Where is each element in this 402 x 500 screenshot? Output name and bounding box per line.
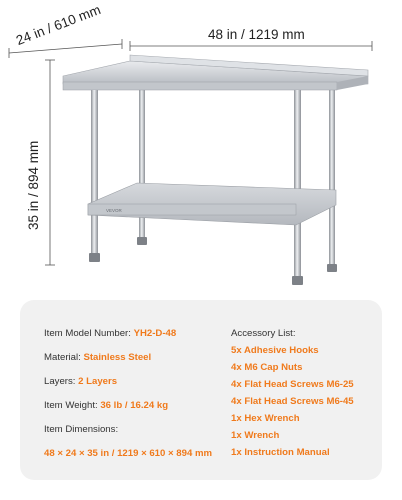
accessory-item: 4x Flat Head Screws M6-25 (231, 379, 354, 390)
accessory-item: 1x Instruction Manual (231, 447, 330, 458)
table-front-edge (63, 82, 337, 90)
accessory-item: 1x Wrench (231, 430, 280, 441)
accessory-item: 1x Hex Wrench (231, 413, 300, 424)
brand-label: VEVOR (106, 208, 122, 213)
spec-panel (20, 300, 382, 480)
accessory-item: 5x Adhesive Hooks (231, 345, 319, 356)
spec-dimensions-label: Item Dimensions: (44, 424, 119, 435)
front-left-leg (91, 90, 98, 253)
foot (292, 276, 303, 285)
foot (327, 264, 337, 272)
accessory-item: 4x Flat Head Screws M6-45 (231, 396, 354, 407)
spec-dimensions-value: 48 × 24 × 35 in / 1219 × 610 × 894 mm (44, 448, 213, 459)
foot (89, 253, 100, 262)
spec-weight: Item Weight: 36 lb / 16.24 kg (44, 400, 169, 411)
accessory-item: 4x M6 Cap Nuts (231, 362, 303, 373)
accessory-list-title: Accessory List: (231, 328, 296, 339)
width-dimension-label: 48 in / 1219 mm (208, 27, 305, 42)
spec-model: Item Model Number: YH2-D-48 (44, 328, 177, 339)
foot (137, 237, 147, 245)
spec-material: Material: Stainless Steel (44, 352, 152, 363)
height-dimension-label: 35 in / 894 mm (26, 140, 41, 230)
depth-dimension-label: 24 in / 610 mm (14, 1, 103, 49)
front-right-leg (294, 90, 301, 276)
back-right-leg (329, 88, 335, 264)
spec-layers: Layers: 2 Layers (44, 376, 118, 387)
